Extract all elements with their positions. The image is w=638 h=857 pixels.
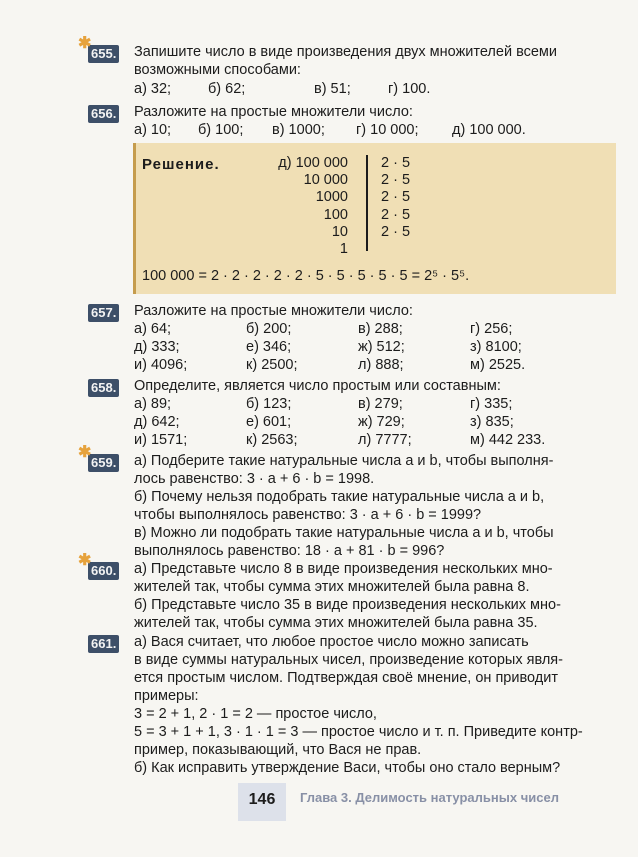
option: з) 835; (470, 414, 514, 430)
option: в) 1000; (272, 122, 325, 138)
option: б) 62; (208, 81, 246, 97)
option: е) 601; (246, 414, 292, 430)
option: г) 10 000; (356, 122, 419, 138)
option: г) 256; (470, 321, 513, 337)
problem-number: 658. (88, 379, 119, 397)
option: е) 346; (246, 339, 292, 355)
solution-label: Решение. (142, 156, 220, 173)
problem-text-line: Разложите на простые множители число: (134, 303, 413, 319)
problem-text-line: ется простым числом. Подтверждая своё мнение, он приводит (134, 670, 558, 686)
problem-text-line: б) Представьте число 35 в виде произведения нескольких мно- (134, 597, 561, 613)
problem-number: ✱ 659. (88, 454, 119, 472)
option: а) 89; (134, 396, 172, 412)
divisor: 2 · 5 (381, 206, 411, 223)
problem-text-line: жителей так, чтобы сумма этих множителей была равна 8. (134, 579, 530, 595)
division-left-column (246, 155, 348, 258)
problem-text-line: пример, показывающий, что Вася не прав. (134, 742, 422, 758)
problem-text-line: выполнялось равенство: 18 · a + 81 · b = 996? (134, 543, 445, 559)
division-value: 1000 (315, 189, 348, 206)
problem-number: 661. (88, 635, 119, 653)
page-number: 146 (248, 791, 276, 808)
problem-text-line: чтобы выполнялось равенство: 3 · a + 6 · b = 1999? (134, 507, 482, 523)
problem-text-line: в виде суммы натуральных чисел, произведение которых явля- (134, 652, 563, 668)
divisor: 2 · 5 (381, 223, 411, 240)
option: в) 279; (358, 396, 403, 412)
problem-text-line: 5 = 3 + 1 + 1, 3 · 1 · 1 = 3 — простое число и т. п. Приведите контр- (134, 724, 583, 740)
option: ж) 729; (358, 414, 405, 430)
problem-text-line: б) Как исправить утверждение Васи, чтобы оно стало верным? (134, 760, 561, 776)
problem-text-line: а) Представьте число 8 в виде произведения нескольких мно- (134, 561, 553, 577)
option: ж) 512; (358, 339, 405, 355)
page-number-box (238, 783, 286, 821)
option: б) 100; (198, 122, 244, 138)
chapter-title: Глава 3. Делимость натуральных чисел (300, 790, 559, 805)
option: д) 100 000. (452, 122, 526, 138)
divisor: 2 · 5 (381, 189, 411, 206)
option: б) 123; (246, 396, 292, 412)
option: б) 200; (246, 321, 292, 337)
option: в) 288; (358, 321, 403, 337)
option: а) 64; (134, 321, 172, 337)
division-right-column (381, 155, 410, 241)
option: и) 4096; (134, 357, 188, 373)
option: к) 2500; (246, 357, 298, 373)
problem-number: 656. (88, 105, 119, 123)
divisor: 2 · 5 (381, 155, 411, 171)
problem-number: 657. (88, 304, 119, 322)
problem-text-line: жителей так, чтобы сумма этих множителей была равна 35. (134, 615, 538, 631)
solution-box (133, 143, 616, 294)
problem-text-line: б) Почему нельзя подобрать такие натуральные числа a и b, (134, 489, 545, 505)
division-value: д) 100 000 (278, 155, 348, 171)
problem-number: ✱ 660. (88, 562, 119, 580)
option: м) 442 233. (470, 432, 546, 448)
option: д) 642; (134, 414, 180, 430)
division-value: 1 (339, 241, 348, 258)
problem-text-line: возможными способами: (134, 62, 301, 78)
problem-text-line: примеры: (134, 688, 199, 704)
solution-result: 100 000 = 2 · 2 · 2 · 2 · 2 · 5 · 5 · 5 · 5 · 5 = 2⁵ · 5⁵. (142, 268, 470, 284)
option: д) 333; (134, 339, 180, 355)
division-value: 10 000 (303, 172, 348, 189)
option: к) 2563; (246, 432, 298, 448)
option: в) 51; (314, 81, 351, 97)
problem-text-line: Запишите число в виде произведения двух множителей всеми (134, 44, 557, 60)
option: г) 100. (388, 81, 431, 97)
division-line (366, 155, 368, 251)
option: а) 32; (134, 81, 172, 97)
problem-number: ✱ 655. (88, 45, 119, 63)
problem-text-line: а) Вася считает, что любое простое число можно записать (134, 634, 529, 650)
problem-text-line: а) Подберите такие натуральные числа a и b, чтобы выполня- (134, 453, 554, 469)
option: л) 888; (358, 357, 404, 373)
option: г) 335; (470, 396, 513, 412)
problem-text-line: в) Можно ли подобрать такие натуральные числа a и b, чтобы (134, 525, 554, 541)
option: з) 8100; (470, 339, 522, 355)
problem-text-line: лось равенство: 3 · a + 6 · b = 1998. (134, 471, 375, 487)
problem-text-line: Определите, является число простым или составным: (134, 378, 501, 394)
option: л) 7777; (358, 432, 412, 448)
problem-text-line: Разложите на простые множители число: (134, 104, 413, 120)
divisor: 2 · 5 (381, 172, 411, 189)
option: а) 10; (134, 122, 172, 138)
division-value: 100 (323, 206, 348, 223)
option: и) 1571; (134, 432, 188, 448)
problem-text-line: 3 = 2 + 1, 2 · 1 = 2 — простое число, (134, 706, 377, 722)
division-value: 10 (331, 223, 348, 240)
option: м) 2525. (470, 357, 526, 373)
